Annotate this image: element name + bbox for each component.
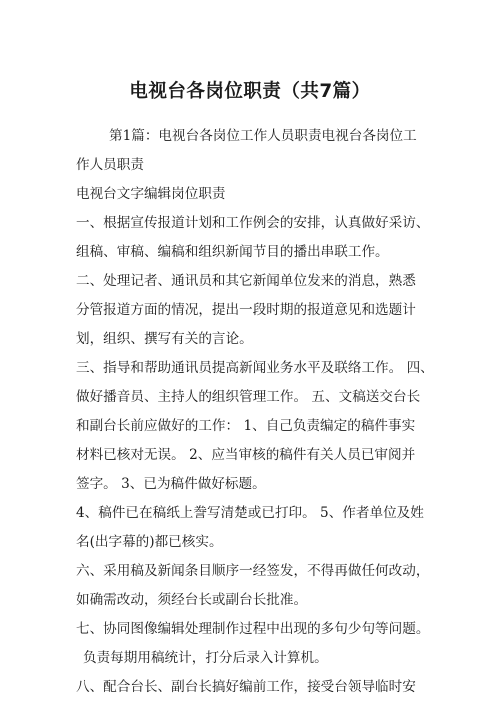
document-body (76, 122, 434, 702)
text-line: 签字。 3、已为稿件做好标题。 (76, 476, 266, 492)
text-line: 分管报道方面的情况，提出一段时期的报道意见和选题计 (76, 302, 416, 318)
text-line: 七、协同图像编辑处理制作过程中出现的多句少句等问题。 (76, 621, 430, 637)
text-line: 材料已核对无误。 2、应当审核的稿件有关人员已审阅并 (76, 447, 416, 463)
text-line: 六、采用稿及新闻条目顺序一经签发，不得再做任何改动， (76, 563, 430, 579)
text-line: 和副台长前应做好的工作： 1、自己负责编定的稿件事实 (76, 418, 416, 434)
text-line: 三、指导和帮助通讯员提高新闻业务水平及联络工作。 四、 (76, 360, 434, 376)
text-line: 划，组织、撰写有关的言论。 (76, 331, 253, 347)
text-line: 如确需改动，须经台长或副台长批准。 (76, 592, 308, 608)
text-line: 4、稿件已在稿纸上誊写清楚或已打印。 5、作者单位及姓 (76, 505, 424, 521)
text-line: 负责每期用稿统计，打分后录入计算机。 (83, 650, 328, 666)
text-line: 一、根据宣传报道计划和工作例会的安排，认真做好采访、 (76, 215, 430, 231)
text-line: 第1篇：电视台各岗位工作人员职责电视台各岗位工 (109, 128, 417, 144)
text-line: 二、处理记者、通讯员和其它新闻单位发来的消息，熟悉 (76, 273, 416, 289)
text-line: 电视台文字编辑岗位职责 (76, 186, 226, 202)
text-line: 名(出字幕的)都已核实。 (76, 534, 223, 550)
text-line: 做好播音员、主持人的组织管理工作。 五、文稿送交台长 (76, 389, 421, 405)
text-line: 组稿、审稿、编稿和组织新闻节目的播出串联工作。 (76, 244, 389, 260)
text-line: 八、配合台长、副台长搞好编前工作，接受台领导临时安 (76, 679, 416, 695)
text-line: 作人员职责 (76, 157, 144, 173)
document-title: 电视台各岗位职责（共7篇） (129, 81, 371, 102)
